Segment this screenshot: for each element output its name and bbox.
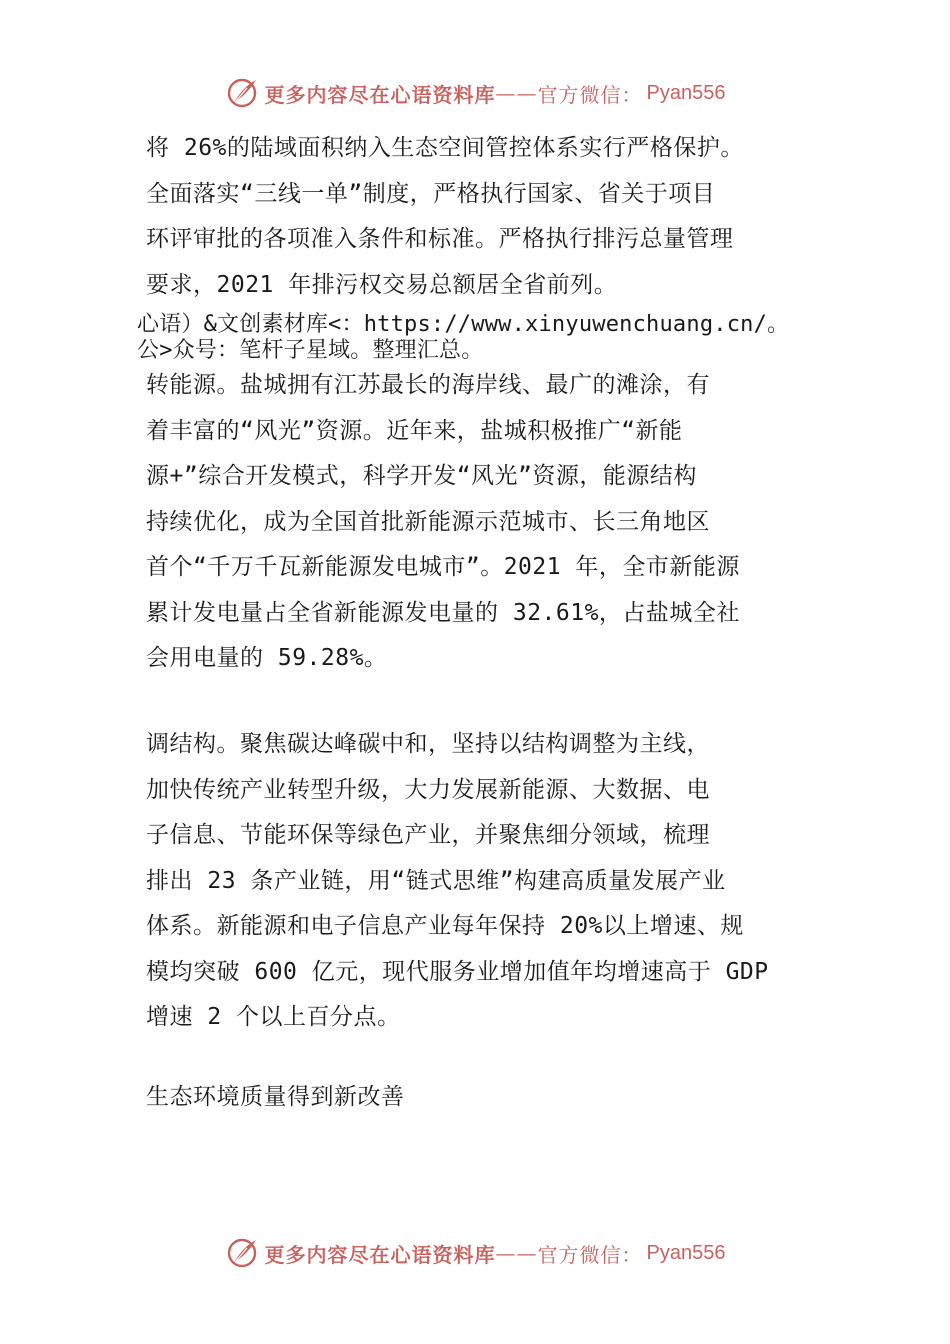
text-line: 排出 23 条产业链，用“链式思维”构建高质量发展产业 bbox=[146, 867, 726, 894]
banner-brand-text: 更多内容尽在心语资料库 bbox=[264, 1242, 496, 1267]
text-line: 调结构。聚焦碳达峰碳中和，坚持以结构调整为主线， bbox=[146, 731, 710, 757]
text-line: 持续优化，成为全国首批新能源示范城市、长三角地区 bbox=[146, 508, 710, 535]
paragraph-ecology-protection bbox=[146, 126, 836, 308]
text-line: 体系。新能源和电子信息产业每年保持 20%以上增速、规 bbox=[146, 913, 744, 939]
section-heading: 生态环境质量得到新改善 bbox=[146, 1084, 405, 1110]
text-line: 增速 2 个以上百分点。 bbox=[146, 1004, 401, 1030]
text-line: 将 26%的陆域面积纳入生态空间管控体系实行严格保护。 bbox=[146, 135, 744, 161]
footer-banner bbox=[0, 1233, 950, 1273]
header-banner bbox=[0, 73, 950, 113]
banner-separator: —— bbox=[495, 81, 538, 105]
feather-pen-logo-icon bbox=[225, 76, 259, 110]
text-line: 环评审批的各项准入条件和标准。严格执行排污总量管理 bbox=[146, 226, 734, 252]
banner-wechat-handle: Pyan556 bbox=[646, 81, 726, 104]
paragraph-structure-adjustment bbox=[146, 722, 836, 1041]
text-line: 要求，2021 年排污权交易总额居全省前列。 bbox=[146, 271, 618, 298]
text-line: 累计发电量占全省新能源发电量的 32.61%，占盐城全社 bbox=[146, 599, 740, 626]
banner-wechat-handle: Pyan556 bbox=[646, 1241, 726, 1264]
banner-official-label: 官方微信： bbox=[537, 82, 643, 107]
watermark-line: 心语）&文创素材库<：https://www.xinyuwenchuang.cn/。 bbox=[137, 312, 790, 337]
watermark-source-text bbox=[137, 312, 942, 364]
watermark-line: 公>众号：笔杆子星域。整理汇总。 bbox=[137, 338, 484, 363]
feather-pen-logo-icon bbox=[225, 1236, 259, 1270]
text-line: 模均突破 600 亿元，现代服务业增加值年均增速高于 GDP bbox=[146, 958, 769, 985]
paragraph-energy-transition bbox=[146, 363, 836, 682]
banner-official-label: 官方微信： bbox=[537, 1242, 643, 1267]
text-line: 着丰富的“风光”资源。近年来，盐城积极推广“新能 bbox=[146, 417, 683, 444]
text-line: 加快传统产业转型升级，大力发展新能源、大数据、电 bbox=[146, 776, 710, 803]
text-line: 全面落实“三线一单”制度，严格执行国家、省关于项目 bbox=[146, 180, 716, 207]
banner-separator: —— bbox=[495, 1241, 538, 1265]
text-line: 转能源。盐城拥有江苏最长的海岸线、最广的滩涂，有 bbox=[146, 372, 710, 398]
text-line: 源+”综合开发模式，科学开发“风光”资源，能源结构 bbox=[146, 463, 697, 489]
text-line: 子信息、节能环保等绿色产业，并聚焦细分领域，梳理 bbox=[146, 822, 710, 848]
banner-brand-text: 更多内容尽在心语资料库 bbox=[264, 82, 496, 107]
text-line: 会用电量的 59.28%。 bbox=[146, 645, 388, 671]
text-line: 首个“千万千瓦新能源发电城市”。2021 年，全市新能源 bbox=[146, 554, 740, 580]
